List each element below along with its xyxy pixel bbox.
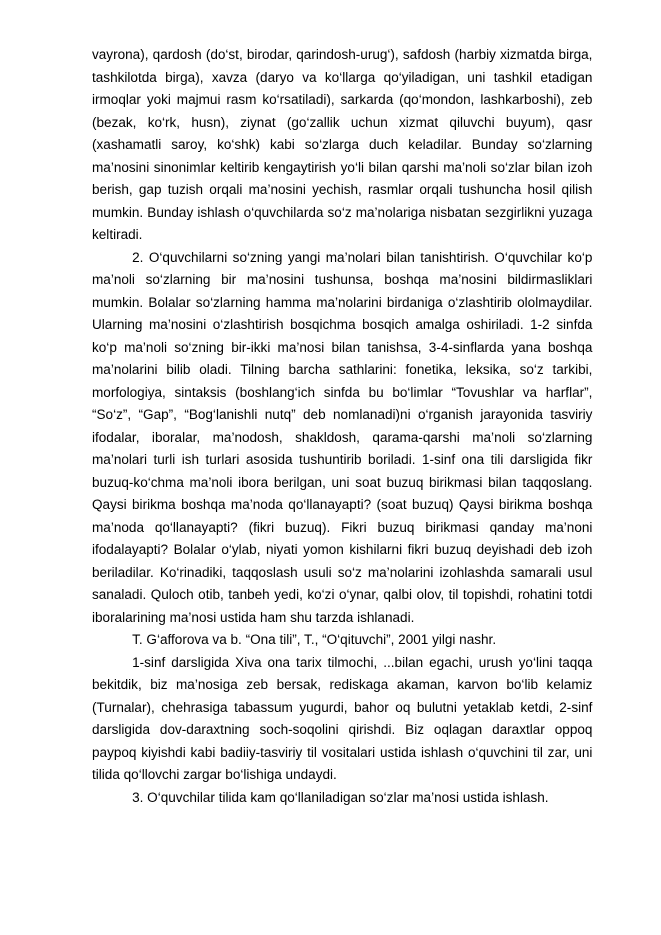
- paragraph-new-meanings: 2. O‘quvchilarni so‘zning yangi ma’nolari bilan tanishtirish. O‘quvchilar ko‘p ma’noli so‘zlarning bir ma’nosini tushunsa, boshqa ma’nosini bildirmasliklari mumkin. Bolalar so‘zlarning hamma ma’nolarini birdaniga o‘zlashtirib ololmaydilar. Ularning ma’nosini o‘zlashtirish bosqichma bosqich amalga oshiriladi. 1-2 sinfda ko‘p ma’noli so‘zning bir-ikki ma’nosi bilan tanishsa, 3-4-sinflarda yana boshqa ma’nolarini bilib oladi. Tilning barcha sathlarini: fonetika, leksika, so‘z tarkibi, morfologiya, sintaksis (boshlang‘ich sinfda bu bo‘limlar “Tovushlar va harflar”, “So‘z”, “Gap”, “Bog‘lanishli nutq” deb nomlanadi)ni o‘rganish jarayonida tasviriy ifodalar, iboralar, ma’nodosh, shakldosh, qarama-qarshi ma’noli so‘zlarning ma’nolari turli ish turlari asosida tushuntirib boriladi. 1-sinf ona tili darsligida fikr buzuq-ko‘chma ma’noli ibora berilgan, uni soat buzuq birikmasi bilan taqqoslang. Qaysi birikma boshqa ma’noda qo‘llanayapti? (soat buzuq) Qaysi birikma boshqa ma’noda qo‘llanayapti? (fikri buzuq). Fikri buzuq birikmasi qanday ma’noni ifodalayapti? Bolalar o‘ylab, niyati yomon kishilarni fikri buzuq deyishadi deb izoh beriladilar. Ko‘rinadiki, taqqoslash usuli so‘z ma’nolarini izohlashda samarali usul sanaladi. Quloch otib, tanbeh yedi, ko‘zi o‘ynar, qalbi olov, til topishdi, rohatini totdi iboralarining ma’nosi ustida ham shu tarzda ishlanadi.: [92, 249, 593, 626]
- paragraph-rare-words: 3. O‘quvchilar tilida kam qo‘llaniladigan so‘zlar ma’nosi ustida ishlash.: [132, 789, 549, 806]
- paragraph-textbook-examples: 1-sinf darsligida Xiva ona tarix tilmochi, ...bilan egachi, urush yo‘lini taqqa bekitdik, biz ma’nosiga zeb bersak, rediskaga akaman, karvon bo‘lib kelamiz (Turnalar), chehrasiga tabassum yugurdi, bahor oq bulutni yetaklab ketdi, 2-sinf darsligida dov-daraxtning soch-soqolini qirishdi. Biz oqlagan daraxtlar oppoq paypoq kiyishdi kabi badiiy-tasviriy til vositalari ustida ishlash o‘quvchini til zar, uni tilida qo‘llovchi zargar bo‘lishiga undaydi.: [92, 654, 593, 783]
- paragraph-synonyms-continuation: vayrona), qardosh (do‘st, birodar, qarindosh-urug‘), safdosh (harbiy xizmatda birga, tashkilotda birga), xavza (daryo va ko‘llarga qo‘yiladigan, uni tashkil etadigan irmoqlar yoki majmui rasm ko‘rsatiladi), sarkarda (qo‘mondon, lashkarboshi), zeb (bezak, ko‘rk, husn), ziynat (go‘zallik uchun xizmat qiluvchi buyum), qasr (xashamatli saroy, ko‘shk) kabi so‘zlarga duch keladilar. Bunday so‘zlarning ma’nosini sinonimlar keltirib kengaytirish yo‘li bilan qarshi ma’noli so‘zlar bilan izoh berish, gap tuzish orqali ma’nosini yechish, rasmlar orqali tushuncha hosil qilish mumkin. Bunday ishlash o‘quvchilarda so‘z ma’nolariga nisbatan sezgirlikni yuzaga keltiradi.: [92, 47, 593, 243]
- document-page: [92, 44, 592, 809]
- paragraph-source-reference: T. G‘afforova va b. “Ona tili”, T., “O‘qituvchi”, 2001 yilgi nashr.: [132, 632, 497, 648]
